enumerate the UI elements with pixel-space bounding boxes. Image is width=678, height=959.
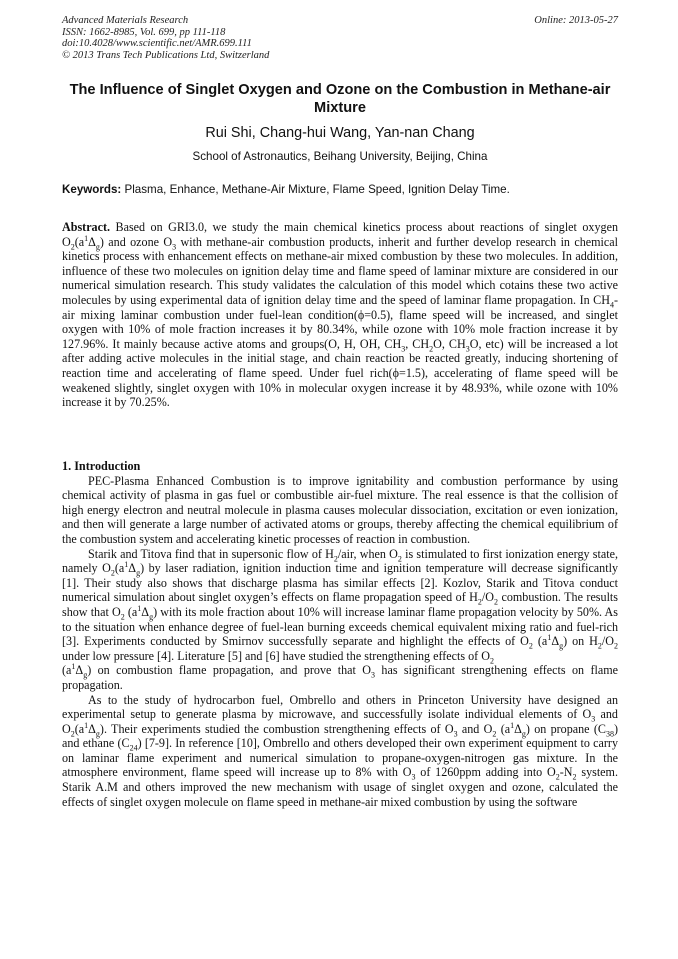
text-fragment: /air, when O: [337, 546, 398, 561]
superscript: 1: [84, 233, 89, 243]
superscript: 1: [124, 560, 129, 570]
abstract-paragraph: [62, 220, 618, 410]
subscript: 2: [397, 553, 402, 563]
text-fragment: and O: [457, 721, 493, 736]
text-fragment: /O: [601, 634, 615, 649]
delta-symbol: Δ: [128, 561, 137, 576]
subscript: 2: [572, 772, 577, 782]
text-fragment: As to the study of hydrocarbon fuel, Ombrello and others in Princeton University have designed an experimental setup to generate plasma by microwave, and successfully isolate individual elements of O: [62, 692, 618, 722]
subscript: 3: [453, 729, 458, 739]
delta-symbol: Δ: [551, 634, 560, 649]
text-fragment: (a: [74, 234, 85, 249]
introduction-section: [62, 459, 618, 809]
text-fragment: (a: [532, 634, 548, 649]
subscript: g: [559, 641, 564, 651]
doi-line: doi:10.4028/www.scientific.net/AMR.699.111: [62, 38, 252, 50]
text-fragment: ) on combustion flame propagation, and prove that O: [87, 663, 372, 678]
subscript: 2: [614, 641, 619, 651]
subscript: 2: [489, 656, 494, 666]
subscript: 3: [465, 344, 470, 354]
text-fragment: (a: [124, 604, 138, 619]
text-fragment: ) on propane (C: [525, 721, 606, 736]
keywords: [62, 183, 618, 197]
subscript: 3: [605, 729, 610, 739]
text-fragment: ) on H: [563, 634, 598, 649]
paper-title: The Influence of Singlet Oxygen and Ozone on the Combustion in Methane-air Mixture: [69, 82, 611, 116]
affiliation: School of Astronautics, Beihang University, Beijing, China: [192, 150, 488, 163]
running-header: [62, 15, 618, 61]
abstract-text: -air mixing laminar combustion under fuel-lean condition(ϕ=0.5), flame speed will be increased, and singlet oxygen with 10% of mole fraction increases it by 80.34%, while ozone with 10% mole fraction increase it by 127.96%. It mainly because active atoms and groups(O, H, OH, CH: [62, 292, 618, 351]
subscript: 3: [411, 772, 416, 782]
keywords-text: Plasma, Enhance, Methane-Air Mixture, Flame Speed, Ignition Delay Time.: [121, 183, 510, 196]
delta-symbol: Δ: [514, 721, 522, 736]
subscript: g: [136, 568, 141, 578]
author-list: Rui Shi, Chang-hui Wang, Yan-nan Chang: [205, 125, 475, 141]
online-date: Online: 2013-05-27: [534, 15, 618, 26]
subscript: 2: [70, 729, 75, 739]
subscript: 3: [371, 670, 376, 680]
intro-paragraph-2: [62, 547, 618, 693]
text-fragment: Starik and Titova find that in supersonic flow of H: [88, 546, 334, 561]
copyright-line: © 2013 Trans Tech Publications Ltd, Switzerland: [62, 49, 270, 61]
subscript: 3: [172, 242, 177, 251]
superscript: 1: [137, 603, 142, 613]
abstract-text: O, etc) will be increased a lot after adding active molecules in the initial stage, and chain reaction be reacted greatly, inducing shortening of reaction time and accelerating of flame speed. Under fuel rich(ϕ=1.5), accelerating of flame speed will be weakened slightly, singlet oxygen with 10% in molecular oxygen increase it by 48.93%, while ozone with 10% increase it by 70.25%.: [62, 336, 618, 410]
text-fragment: ) and ethane (C: [62, 721, 618, 751]
text-fragment: under low pressure [4]. Literature [5] and [6] have studied the strengthening effects of O: [62, 648, 490, 663]
subscript: 2: [597, 641, 602, 651]
text-fragment: ) with its mole fraction about 10% will increase laminar flame propagation velocity by 50%. As to the situation when enhance degree of fuel-lean burning exceeds chemical equivalent mixing ratio and fuel-rich [3]. Experiments conducted by Smirnov successfully separate and highlight the effects of O: [62, 604, 618, 649]
abstract-text: O, CH: [433, 336, 466, 351]
subscript: g: [83, 670, 88, 680]
abstract-text: ) and ozone O: [99, 234, 173, 249]
text-fragment: (a: [496, 721, 511, 736]
intro-paragraph-3: [62, 693, 618, 810]
text-fragment: 8: [609, 729, 614, 739]
subscript: 2: [555, 772, 560, 782]
superscript: 1: [510, 720, 515, 730]
superscript: 1: [547, 633, 552, 643]
text-fragment: /O: [481, 590, 495, 605]
text-fragment: ). Their experiments studied the combustion strengthening effects of O: [99, 721, 454, 736]
abstract-label: Abstract.: [62, 220, 111, 234]
intro-paragraph-1: PEC-Plasma Enhanced Combustion is to improve ignitability and combustion performance by using chemical activity of plasma in gas fuel or combustible air-fuel mixture. The real essence is that the collision of high energy electron and neutral molecule in plasma causes molecular dissociation, excitation or even ionization, and then will generate a large number of activated atoms or groups, thereby affecting the chemical equilibrium of the combustion system and accelerating kinetic processes of reaction in combustion.: [62, 473, 618, 546]
subscript: 2: [429, 344, 434, 354]
text-fragment: (a: [74, 721, 85, 736]
subscript: g: [149, 612, 154, 622]
abstract-text: , CH: [405, 336, 430, 351]
text-fragment: ) [7-9]. In reference [10], Ombrello and others developed their own experiment equipment to carry on laminar flame experiment and numerical simulation to propane-oxygen-nitrogen gas mixture. In the atmosphere environment, flame speed will increase up to 8% with O: [62, 736, 618, 780]
delta-symbol: Δ: [141, 604, 150, 619]
text-fragment: (a: [114, 561, 125, 576]
text-fragment: and O: [62, 707, 618, 736]
text-fragment: system. Starik A.M and others improved the new mechanism with usage of singlet oxygen and ozone, calculated the effects of singlet oxygen molecule on flame speed in methane-air mixed combustion by using the software: [62, 765, 618, 809]
subscript: 2: [110, 568, 115, 578]
subscript: 2: [120, 612, 125, 622]
abstract: [62, 220, 618, 410]
superscript: 1: [84, 720, 89, 730]
text-fragment: of 1260ppm adding into O: [415, 765, 556, 780]
keywords-label: Keywords:: [62, 183, 122, 196]
text-fragment: (a: [62, 663, 72, 678]
subscript: 3: [591, 714, 596, 724]
issn-line: ISSN: 1662-8985, Vol. 699, pp 111-118: [62, 26, 226, 38]
delta-symbol: Δ: [88, 234, 96, 249]
text-fragment: has significant strengthening effects on flame propagation.: [62, 663, 618, 692]
subscript: 3: [401, 344, 406, 354]
subscript: g: [95, 729, 100, 739]
subscript: g: [95, 242, 100, 251]
journal-name: Advanced Materials Research: [62, 15, 189, 26]
subscript: 2: [477, 597, 482, 607]
text-fragment: is stimulated to first ionization energy state, namely O: [62, 546, 618, 576]
subscript: 4: [609, 300, 614, 310]
abstract-text: Based on GRI3.0, we study the main chemical kinetics process about reactions of singlet oxygen O: [62, 220, 618, 249]
subscript: 2: [492, 729, 497, 739]
subscript: g: [521, 729, 526, 739]
superscript: 1: [71, 662, 76, 672]
subscript: 2: [70, 242, 75, 251]
text-fragment: -N: [559, 765, 573, 780]
abstract-text: with methane-air combustion products, inherit and further develop research in chemical kinetics process with enhancement effects on methane-air mixed combustion by these two molecules. In addition, influence of these two molecules on ignition delay time and flame speed of laminar mixture are considered in our numerical simulation research. This study validates the calculation of this model which cotains these two active molecules by using experimental data of ignition delay time and the speed of laminar flame propagation. In CH: [62, 234, 618, 307]
text-fragment: combustion. The results show that O: [62, 590, 618, 619]
subscript: 2: [494, 597, 499, 607]
subscript: 2: [333, 553, 338, 563]
section-heading: 1. Introduction: [62, 459, 141, 473]
text-fragment: 4: [133, 743, 138, 753]
text-fragment: ) by laser radiation, ignition induction time and ignition temperature will decrease significantly [1]. Their study also shows that discharge plasma has similar effects [2]. Kozlov, Starik and Titova conduct numerical simulation about singlet oxygen’s effects on flame propagation speed of H: [62, 561, 618, 605]
delta-symbol: Δ: [75, 663, 84, 678]
subscript: 2: [528, 641, 533, 651]
subscript: 2: [129, 743, 134, 753]
delta-symbol: Δ: [88, 721, 96, 736]
